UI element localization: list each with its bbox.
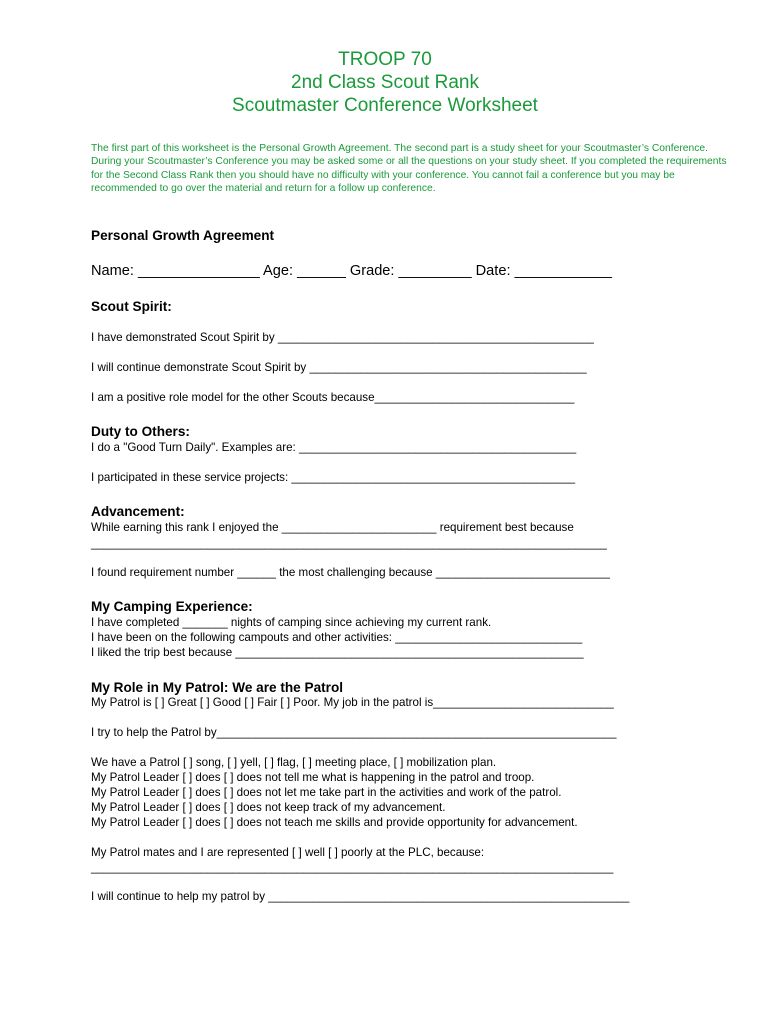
- scout-spirit-question-2: I will continue demonstrate Scout Spirit by ___________________________________________: [91, 361, 587, 374]
- patrol-question-9: I will continue to help my patrol by ________________________________________________________: [91, 890, 630, 903]
- camping-question-1: I have completed _______ nights of camping since achieving my current rank.: [91, 616, 492, 629]
- patrol-question-4: My Patrol Leader [ ] does [ ] does not tell me what is happening in the patrol and troop.: [91, 771, 535, 784]
- patrol-question-5: My Patrol Leader [ ] does [ ] does not let me take part in the activities and work of the patrol.: [91, 786, 562, 799]
- personal-growth-heading: Personal Growth Agreement: [91, 228, 275, 243]
- patrol-question-8-blank: _________________________________________________________________________________: [91, 861, 614, 874]
- troop-title: TROOP 70: [338, 49, 432, 70]
- patrol-question-3: We have a Patrol [ ] song, [ ] yell, [ ] flag, [ ] meeting place, [ ] mobilization plan.: [91, 756, 497, 769]
- patrol-heading: My Role in My Patrol: We are the Patrol: [91, 680, 344, 695]
- patrol-question-6: My Patrol Leader [ ] does [ ] does not keep track of my advancement.: [91, 801, 446, 814]
- name-age-grade-date-line: Name: _______________ Age: ______ Grade: _________ Date: ____________: [91, 263, 612, 279]
- camping-heading: My Camping Experience:: [91, 599, 253, 614]
- intro-paragraph-1: The first part of this worksheet is the Personal Growth Agreement. The second part is a study sheet for your Scoutmaster’s Conference.: [91, 143, 708, 154]
- advancement-question-1-blank: ________________________________________________________________________________: [91, 537, 607, 550]
- intro-paragraph-2: During your Scoutmaster’s Conference you may be asked some or all the questions on your study sheet. If you completed the requirements for the Second Class Rank then you should have no difficulty with your conference. You cannot fail a conference but you may be recommended to go over the material and return for a follow up conference.: [91, 156, 727, 195]
- patrol-question-8: My Patrol mates and I are represented [ ] well [ ] poorly at the PLC, because:: [91, 846, 485, 859]
- worksheet-title: Scoutmaster Conference Worksheet: [232, 95, 538, 116]
- duty-question-1: I do a "Good Turn Daily". Examples are: ___________________________________________: [91, 441, 577, 454]
- advancement-heading: Advancement:: [91, 504, 185, 519]
- duty-to-others-heading: Duty to Others:: [91, 424, 190, 439]
- document-title: [0, 48, 770, 117]
- patrol-question-7: My Patrol Leader [ ] does [ ] does not teach me skills and provide opportunity for advancement.: [91, 816, 578, 829]
- scout-spirit-question-3: I am a positive role model for the other Scouts because_______________________________: [91, 391, 575, 404]
- camping-question-3: I liked the trip best because ______________________________________________________: [91, 646, 584, 659]
- intro-text: [91, 142, 731, 196]
- advancement-question-1: While earning this rank I enjoyed the ________________________ requirement best because: [91, 521, 574, 534]
- patrol-question-2: I try to help the Patrol by______________________________________________________________: [91, 726, 617, 739]
- duty-question-2: I participated in these service projects: ____________________________________________: [91, 471, 576, 484]
- scout-spirit-heading: Scout Spirit:: [91, 299, 172, 314]
- patrol-question-1: My Patrol is [ ] Great [ ] Good [ ] Fair [ ] Poor. My job in the patrol is____________________________: [91, 696, 614, 709]
- rank-title: 2nd Class Scout Rank: [291, 72, 479, 93]
- scout-spirit-question-1: I have demonstrated Scout Spirit by _________________________________________________: [91, 331, 594, 344]
- camping-question-2: I have been on the following campouts and other activities: _____________________________: [91, 631, 583, 644]
- advancement-question-2: I found requirement number ______ the most challenging because ___________________________: [91, 566, 610, 579]
